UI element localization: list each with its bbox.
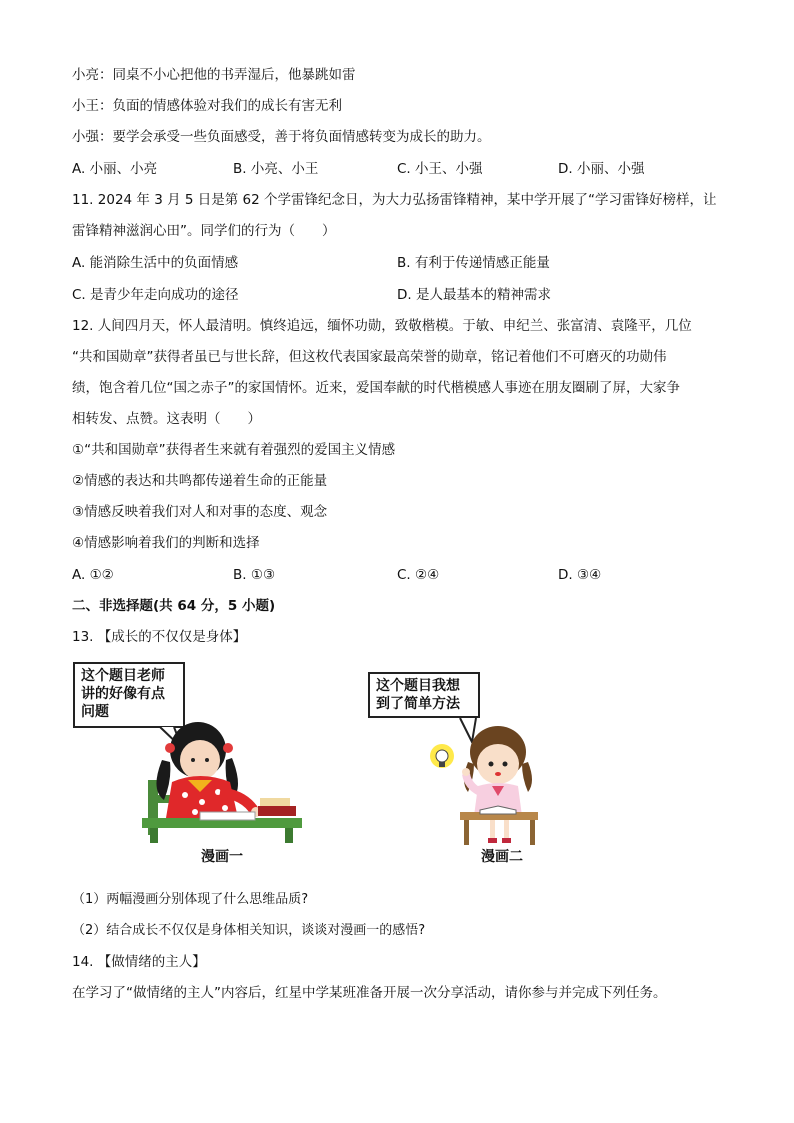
q10-option-c: C. 小王、小强: [397, 161, 483, 177]
cartoon1-bubble-line2: 讲的好像有点: [81, 686, 165, 702]
q11-stem-line1: 11. 2024 年 3 月 5 日是第 62 个学雷锋纪念日，为大力弘扬雷锋精神，某中学开展了“学习雷锋好榜样，让: [72, 192, 717, 208]
cartoon1-girl-studying-illustration: [140, 700, 310, 845]
cartoon1-caption: 漫画一: [201, 849, 243, 865]
cartoon1-bubble-line1: 这个题目老师: [81, 668, 165, 684]
q12-statement-4: ④情感影响着我们的判断和选择: [72, 535, 260, 551]
q12-statement-1: ①“共和国勋章”获得者生来就有着强烈的爱国主义情感: [72, 442, 396, 458]
q12-stem-line2: “共和国勋章”获得者虽已与世长辞，但这枚代表国家最高荣誉的勋章，铭记着他们不可磨灭的功勋伟: [72, 349, 667, 365]
q13-subquestion-1: （1）两幅漫画分别体现了什么思维品质?: [72, 892, 309, 907]
q12-statement-2: ②情感的表达和共鸣都传递着生命的正能量: [72, 473, 328, 489]
q11-option-b: B. 有利于传递情感正能量: [397, 255, 550, 271]
q14-title: 14. 【做情绪的主人】: [72, 954, 206, 970]
q10-line-xiaowang: 小王：负面的情感体验对我们的成长有害无利: [72, 98, 342, 114]
q12-stem-line1: 12. 人间四月天，怀人最清明。慎终追远，缅怀功勋，致敬楷模。于敏、申纪兰、张富清、袁隆平，几位: [72, 318, 692, 334]
q11-stem-line2: 雷锋精神滋润心田”。同学们的行为（ ）: [72, 223, 336, 239]
cartoon2-caption: 漫画二: [481, 849, 523, 865]
q12-option-c: C. ②④: [397, 567, 440, 583]
q10-line-xiaoliang: 小亮：同桌不小心把他的书弄湿后，他暴跳如雷: [72, 67, 356, 83]
q11-option-a: A. 能消除生活中的负面情感: [72, 255, 239, 271]
cartoon2-girl-idea-illustration: [420, 712, 550, 845]
q13-title: 13. 【成长的不仅仅是身体】: [72, 629, 247, 645]
cartoon2-bubble-line1: 这个题目我想: [376, 678, 460, 694]
q12-option-d: D. ③④: [558, 567, 602, 583]
section-title: 二、非选择题(共 64 分，5 小题): [72, 598, 276, 614]
q10-option-a: A. 小丽、小亮: [72, 161, 158, 177]
q12-stem-line4: 相转发、点赞。这表明（ ）: [72, 411, 261, 427]
q14-intro: 在学习了“做情绪的主人”内容后，红星中学某班准备开展一次分享活动，请你参与并完成下列任务。: [72, 985, 667, 1001]
q11-option-d: D. 是人最基本的精神需求: [397, 287, 551, 303]
q10-option-d: D. 小丽、小强: [558, 161, 645, 177]
cartoon1-bubble-line3: 问题: [81, 704, 109, 720]
q12-stem-line3: 绩，饱含着几位“国之赤子”的家国情怀。近来，爱国奉献的时代楷模感人事迹在朋友圈刷了屏，大家争: [72, 380, 680, 396]
q12-option-a: A. ①②: [72, 567, 114, 583]
q12-option-b: B. ①③: [233, 567, 276, 583]
q13-subquestion-2: （2）结合成长不仅仅是身体相关知识，谈谈对漫画一的感悟?: [72, 923, 426, 938]
q10-option-b: B. 小亮、小王: [233, 161, 319, 177]
q10-line-xiaoqiang: 小强：要学会承受一些负面感受，善于将负面情感转变为成长的助力。: [72, 129, 491, 145]
cartoon2-bubble-line2: 到了简单方法: [376, 696, 460, 712]
q12-statement-3: ③情感反映着我们对人和对事的态度、观念: [72, 504, 328, 520]
q11-option-c: C. 是青少年走向成功的途径: [72, 287, 239, 303]
